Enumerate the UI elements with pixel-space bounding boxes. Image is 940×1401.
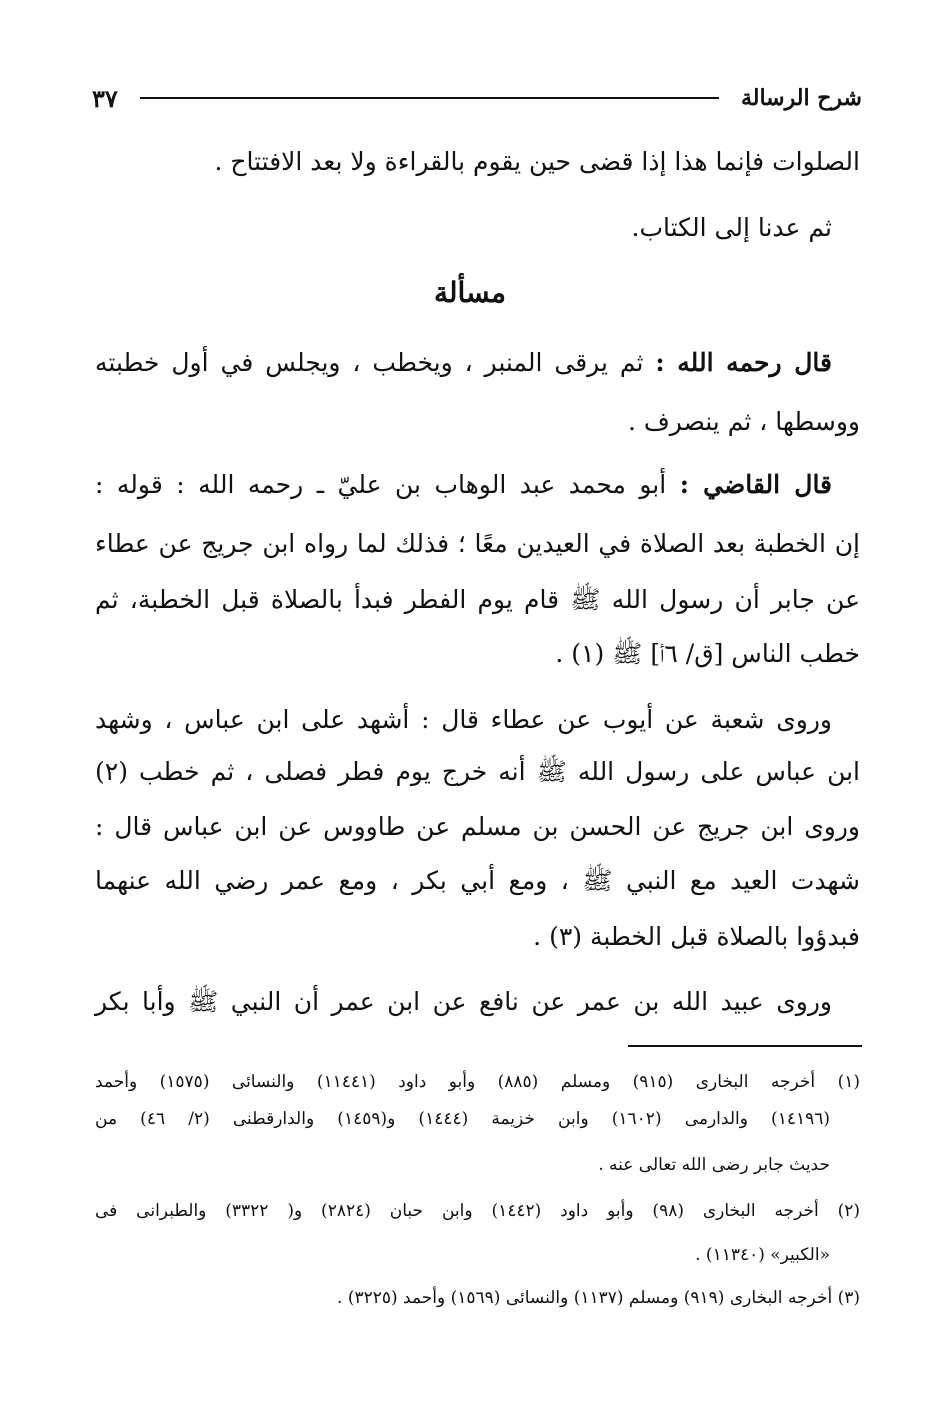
paragraph-line: وروى عبيد الله بن عمر عن نافع عن ابن عمر أن النبي ﷺ وأبا بكر [95,987,832,1016]
paragraph-line: شهدت العيد مع النبي ﷺ ، ومع أبي بكر ، ومع عمر رضي الله عنهما [95,866,860,895]
section-heading: مسألة [433,276,507,309]
paragraph-line [95,465,832,505]
running-header [92,78,862,118]
paragraph-line: ابن عباس على رسول الله ﷺ أنه خرج يوم فطر فصلى ، ثم خطب (٢) [95,757,860,786]
paragraph-line: وروى ابن جريج عن الحسن بن مسلم عن طاووس عن ابن عباس قال : [95,812,860,841]
paragraph-line: خطب الناس [ق/ ٦أ] ﷺ (١) . [555,639,860,668]
text-run: أبو محمد عبد الوهاب بن عليّ ـ رحمه الله : قوله : [95,470,667,499]
bold-lead: قال رحمه الله : [655,348,832,377]
footnote-line: (١) أخرجه البخارى (٩١٥) ومسلم (٨٨٥) وأبو داود (١١٤٤١) والنسائى (١٥٧٥) وأحمد [95,1072,861,1092]
paragraph-line: إن الخطبة بعد الصلاة في العيدين معًا ؛ فذلك لما رواه ابن جريج عن عطاء [95,529,860,558]
page-number: ٣٧ [92,83,118,113]
header-rule [140,97,719,99]
footnote-rule [628,1045,862,1047]
footnote-line: (٣) أخرجه البخارى (٩١٩) ومسلم (١١٣٧) والنسائى (١٥٦٩) وأحمد (٣٢٢٥) . [337,1288,860,1308]
footnote-line: «الكبير» (١١٣٤٠) . [695,1245,830,1265]
text-run: ثم يرقى المنبر ، ويخطب ، ويجلس في أول خطبته [95,348,644,377]
paragraph-line: عن جابر أن رسول الله ﷺ قام يوم الفطر فبدأ بالصلاة قبل الخطبة، ثم [95,585,860,614]
paragraph-line: فبدؤوا بالصلاة قبل الخطبة (٣) . [533,922,860,951]
bold-lead: قال القاضي : [679,470,833,499]
footnote-line: حديث جابر رضى الله تعالى عنه . [598,1155,830,1175]
paragraph-line: ووسطها ، ثم ينصرف . [627,407,860,436]
book-title: شرح الرسالة [740,85,862,111]
footnote-line: (٢) أخرجه البخارى (٩٨) وأبو داود (١٤٤٢) وابن حبان (٢٨٢٤) و( ٣٣٢٢) والطبرانى فى [95,1201,860,1221]
body-line: ثم عدنا إلى الكتاب. [631,213,832,242]
paragraph-line: وروى شعبة عن أيوب عن عطاء قال : أشهد على ابن عباس ، وشهد [95,705,832,734]
paragraph-line [95,343,832,383]
footnote-line: (١٤١٩٦) والدارمى (١٦٠٢) وابن خزيمة (١٤٤٤) و(١٤٥٩) والدارقطنى (٢/ ٤٦) من [95,1109,830,1129]
body-line: الصلوات فإنما هذا إذا قضى حين يقوم بالقراءة ولا بعد الافتتاح . [214,147,860,176]
